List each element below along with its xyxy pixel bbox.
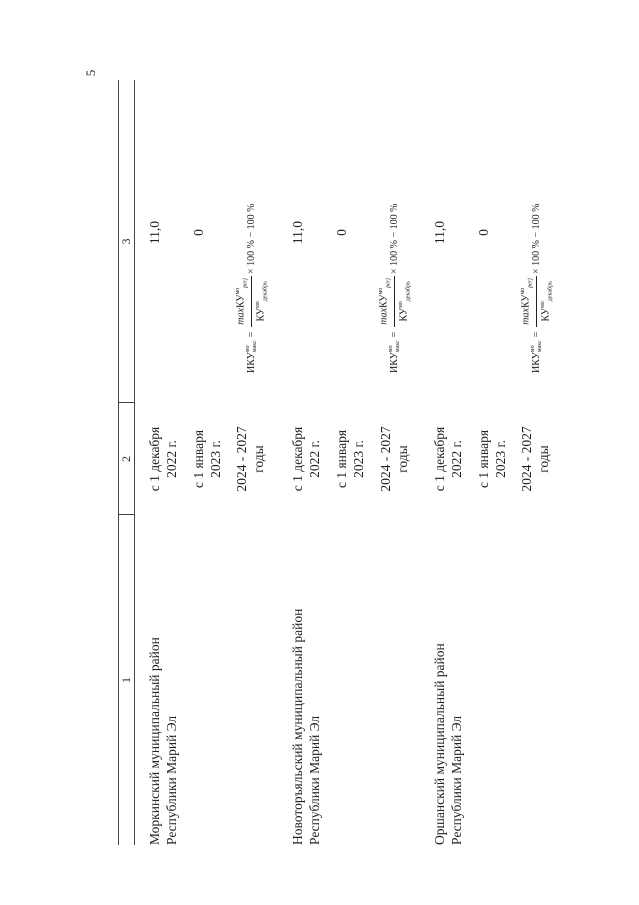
formula-tail: × 100 % − 100 % [246, 203, 258, 275]
period-line: годы [395, 445, 410, 473]
formula-equals: = [531, 331, 543, 338]
territory-cell [146, 600, 180, 845]
formula-denominator [395, 279, 414, 323]
formula-equals: = [246, 331, 258, 338]
formula-den-sup: мо [398, 301, 405, 308]
period-cell [333, 403, 367, 515]
formula-numerator [517, 276, 537, 327]
formula-num-sub: perj [385, 278, 392, 288]
period-line: годы [536, 445, 551, 473]
period-cell [233, 403, 267, 515]
period-line: с 1 января [334, 429, 349, 489]
formula-max: max [378, 308, 390, 325]
period-line: с 1 декабря [147, 426, 162, 492]
formula-den-main: КУ [398, 307, 410, 322]
formula-lhs-sub: макс [536, 340, 543, 353]
page-number [84, 64, 98, 82]
formula-numerator [375, 276, 395, 327]
formula-numerator [232, 276, 252, 327]
formula-num-sub: perj [242, 278, 249, 288]
formula-num-sub: perj [527, 278, 534, 288]
period-cell [289, 403, 323, 515]
territory-line: Моркинский муниципальный район [147, 637, 162, 845]
formula-lhs: ИКУ [246, 352, 258, 373]
period-line: 2022 г. [307, 440, 322, 478]
formula-num-main: КУ [520, 294, 532, 309]
period-line: 2024 - 2027 [234, 426, 249, 492]
formula-equals: = [389, 331, 401, 338]
formula-tail: × 100 % − 100 % [531, 203, 543, 275]
formula-num-sup: мо [520, 287, 526, 295]
header-divider-2 [118, 402, 134, 403]
value-cell: 11,0 [432, 220, 447, 245]
formula-num-sup: мо [235, 287, 241, 295]
period-line: годы [251, 445, 266, 473]
header-col-2: 2 [119, 456, 133, 462]
period-line: с 1 декабря [432, 426, 447, 492]
period-cell [190, 403, 224, 515]
formula-den-sup: мо [255, 301, 262, 308]
territory-cell [289, 600, 323, 845]
formula-denominator [537, 279, 556, 323]
formula-lhs-sup: мо [529, 345, 536, 353]
formula-den-sub: декабрь [547, 281, 554, 302]
value-cell: 0 [334, 229, 349, 236]
territory-line: Республики Марий Эл [449, 715, 464, 845]
header-divider-1 [118, 514, 134, 515]
value-cell: 0 [476, 229, 491, 236]
formula-fraction [375, 276, 415, 327]
page-number-text: 5 [83, 69, 98, 77]
formula-lhs-sup: мо [387, 345, 394, 353]
formula-fraction [232, 276, 272, 327]
formula-max: max [235, 308, 247, 325]
period-line: 2022 г. [164, 440, 179, 478]
formula [232, 78, 272, 373]
period-cell [377, 403, 411, 515]
formula-num-sup: мо [378, 287, 384, 295]
territory-line: Республики Марий Эл [164, 715, 179, 845]
rotated-table [118, 80, 608, 845]
formula-lhs: ИКУ [389, 352, 401, 373]
period-line: 2024 - 2027 [378, 426, 393, 492]
formula-den-sub: декабрь [405, 281, 412, 302]
formula-num-main: КУ [378, 294, 390, 309]
value-cell: 11,0 [147, 220, 162, 245]
formula-lhs: ИКУ [531, 352, 543, 373]
period-line: с 1 января [191, 429, 206, 489]
formula-den-main: КУ [540, 307, 552, 322]
period-cell [518, 403, 552, 515]
formula-lhs-sub: макс [251, 340, 258, 353]
header-col-3: 3 [119, 238, 133, 245]
formula-den-sup: мо [540, 301, 547, 308]
period-cell [475, 403, 509, 515]
formula-fraction [517, 276, 557, 327]
formula-lhs-sup: мо [244, 345, 251, 353]
value-cell: 11,0 [290, 220, 305, 245]
period-cell [431, 403, 465, 515]
period-line: 2023 г. [351, 440, 366, 478]
header-col-1: 1 [119, 677, 133, 683]
territory-line: Республики Марий Эл [307, 715, 322, 845]
period-line: 2023 г. [493, 440, 508, 478]
territory-line: Новоторъяльский муниципальный район [290, 608, 305, 845]
formula-lhs-sub: макс [394, 340, 401, 353]
period-line: с 1 января [476, 429, 491, 489]
value-cell: 0 [191, 229, 206, 236]
territory-cell [431, 600, 465, 845]
formula [517, 78, 557, 373]
formula-max: max [520, 308, 532, 325]
territory-line: Оршанский муниципальный район [432, 643, 447, 845]
header-bottom-border [134, 80, 135, 845]
period-line: с 1 декабря [290, 426, 305, 492]
formula-den-sub: декабрь [262, 281, 269, 302]
formula-den-main: КУ [255, 307, 267, 322]
formula-denominator [252, 279, 271, 323]
period-line: 2024 - 2027 [519, 426, 534, 492]
formula [375, 78, 415, 373]
period-line: 2023 г. [208, 440, 223, 478]
period-cell [146, 403, 180, 515]
formula-tail: × 100 % − 100 % [389, 203, 401, 275]
formula-num-main: КУ [235, 294, 247, 309]
period-line: 2022 г. [449, 440, 464, 478]
